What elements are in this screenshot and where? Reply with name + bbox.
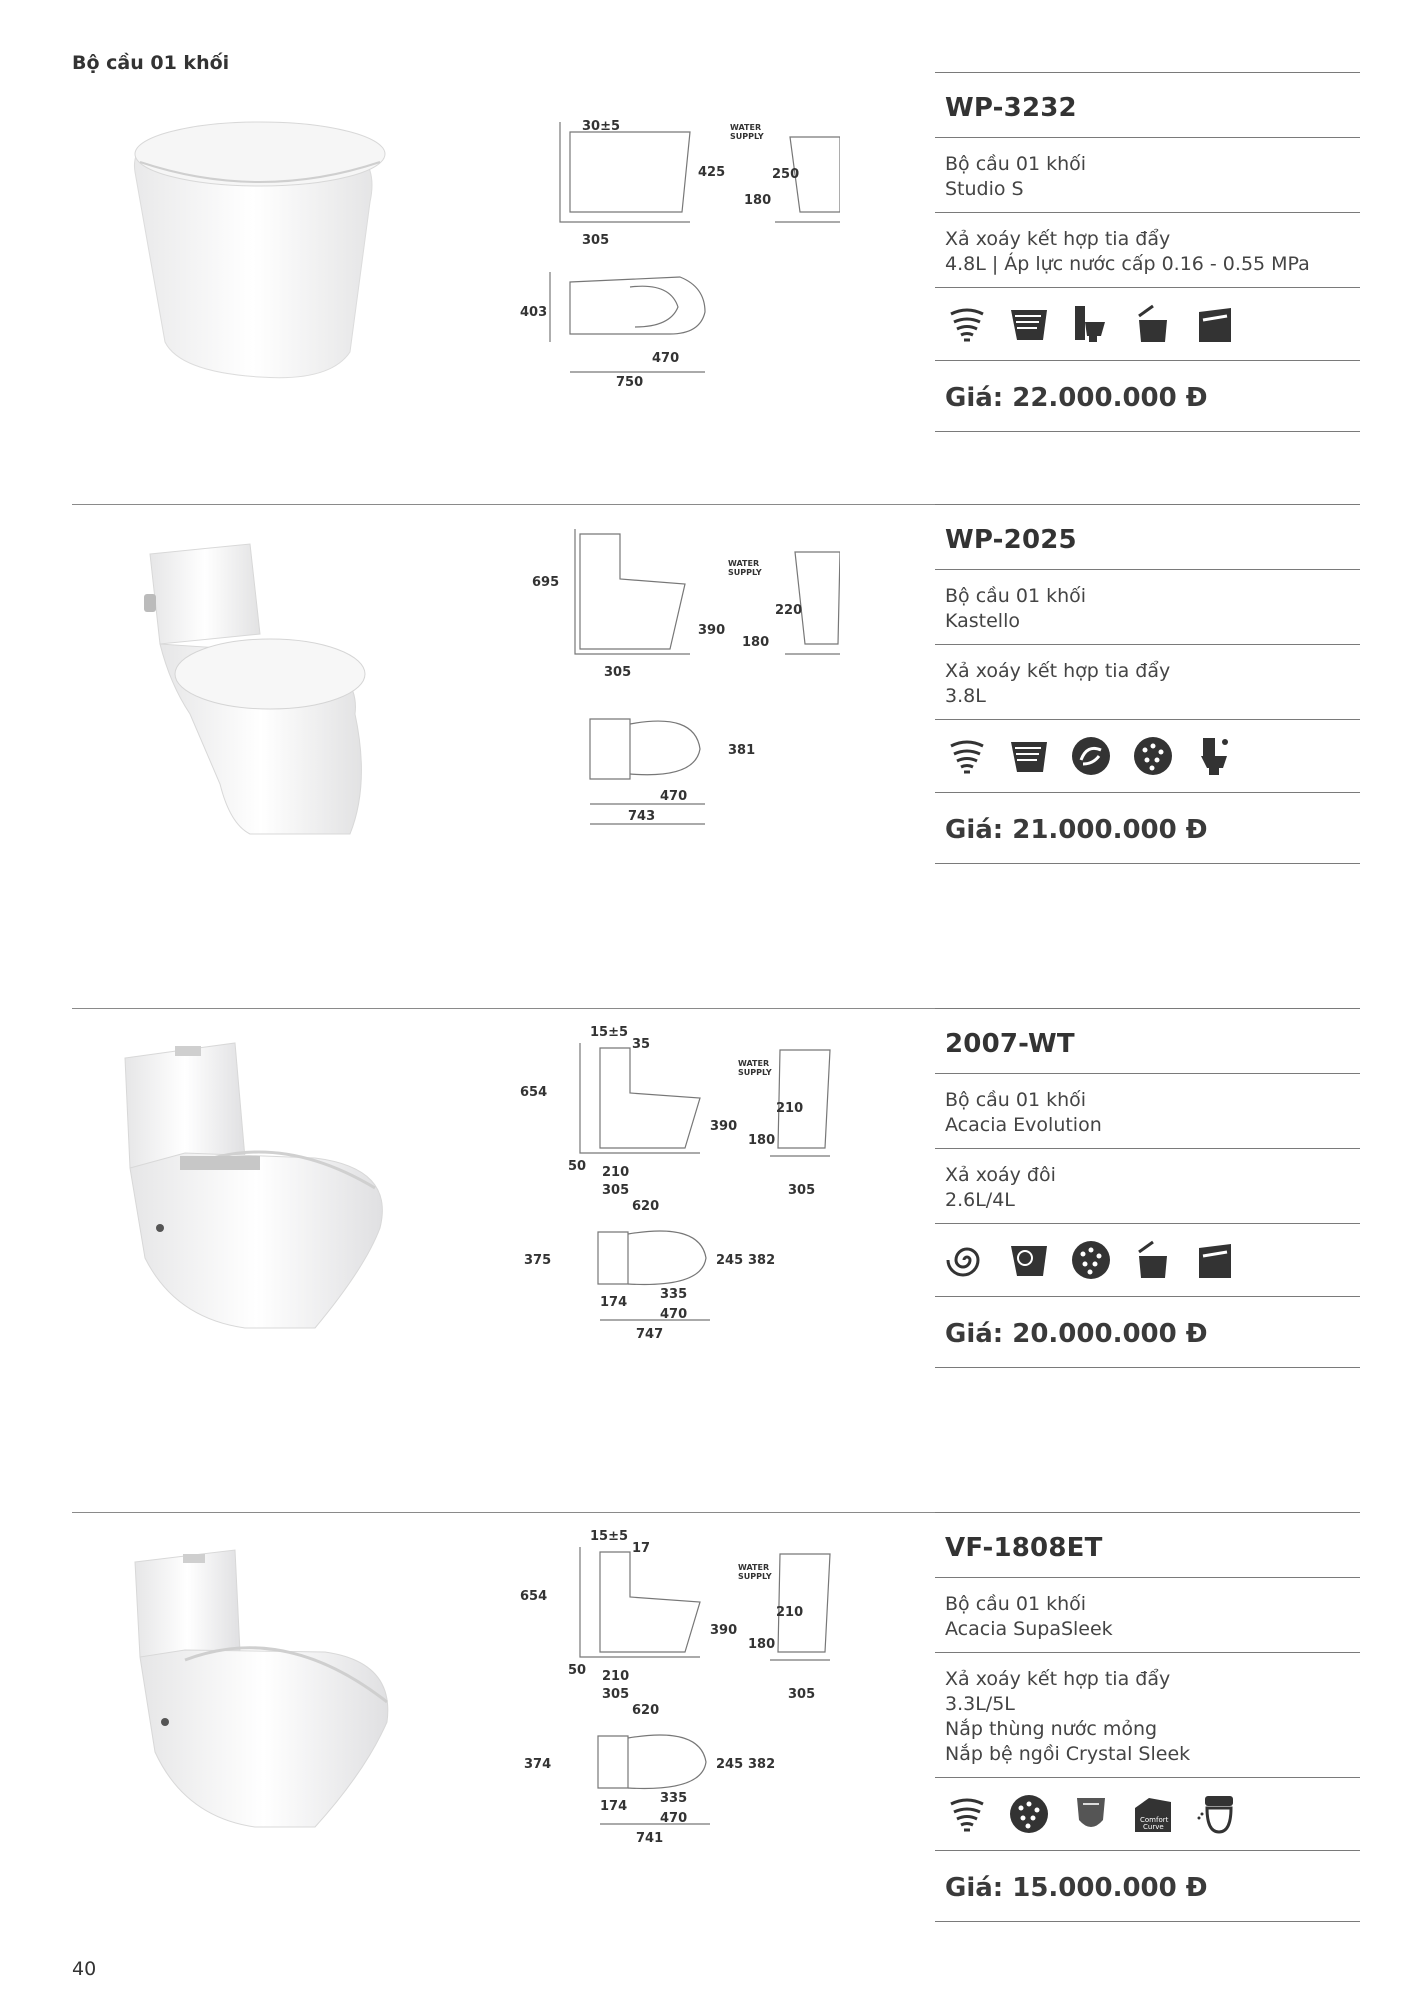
antibacterial-glaze-icon <box>1069 1238 1113 1282</box>
price: Giá: 21.000.000 Đ <box>945 815 1208 845</box>
product-photo <box>125 1532 425 1852</box>
dim-label: 180 <box>748 1637 776 1652</box>
soft-close-lid-icon <box>1131 302 1175 346</box>
product-info <box>935 504 1360 864</box>
page-number: 40 <box>72 1958 97 1980</box>
product-info <box>935 72 1360 432</box>
comfort-label: Comfort <box>1140 1816 1169 1824</box>
product-photo <box>115 1028 415 1348</box>
spec-line: 4.8L | Áp lực nước cấp 0.16 - 0.55 MPa <box>945 253 1310 275</box>
dim-label: 335 <box>660 1791 688 1806</box>
product-card <box>0 72 1428 512</box>
water-supply-label: WATER <box>738 1563 770 1572</box>
price: Giá: 20.000.000 Đ <box>945 1319 1208 1349</box>
swirl-flush-icon <box>945 1792 989 1836</box>
dim-label: 220 <box>775 603 803 618</box>
dim-label: 180 <box>742 635 770 650</box>
dim-label: 305 <box>602 1687 630 1702</box>
antibacterial-glaze-icon <box>1131 734 1175 778</box>
dim-label: 50 <box>568 1159 587 1174</box>
spec-line: 2.6L/4L <box>945 1189 1015 1211</box>
water-supply-label: WATER <box>730 123 762 132</box>
model-name: VF-1808ET <box>945 1533 1103 1563</box>
dim-label: 620 <box>632 1199 660 1214</box>
type-line: Bộ cầu 01 khối <box>945 585 1087 607</box>
dim-label: 390 <box>710 1623 738 1638</box>
water-supply-label: WATER <box>738 1059 770 1068</box>
dim-label: 470 <box>660 1811 688 1826</box>
feature-icons <box>935 288 1360 360</box>
series-line: Studio S <box>945 178 1024 200</box>
spec-line: Xả xoáy kết hợp tia đẩy <box>945 660 1171 682</box>
dim-label: 747 <box>636 1327 664 1342</box>
dim-label: 390 <box>710 1119 738 1134</box>
flush-spec <box>935 645 1360 719</box>
dim-label: 210 <box>776 1605 804 1620</box>
tornado-flush-icon <box>1007 1238 1051 1282</box>
shield-glaze-icon <box>1069 1792 1113 1836</box>
water-supply-label: WATER <box>728 559 760 568</box>
model-name: WP-3232 <box>945 93 1077 123</box>
water-supply-label: SUPPLY <box>730 132 764 141</box>
price: Giá: 22.000.000 Đ <box>945 383 1208 413</box>
dim-label: 654 <box>520 1085 548 1100</box>
dim-label: 470 <box>652 351 680 366</box>
spec-line: Nắp thùng nước mỏng <box>945 1718 1158 1740</box>
dim-label: 743 <box>628 809 656 824</box>
dim-label: 375 <box>524 1253 552 1268</box>
dim-label: 470 <box>660 1307 688 1322</box>
dim-label: 305 <box>602 1183 630 1198</box>
product-info <box>935 1512 1360 1922</box>
feature-icons <box>935 1778 1360 1850</box>
spec-line: Xả xoáy đôi <box>945 1164 1056 1186</box>
dim-label: 741 <box>636 1831 664 1846</box>
product-type <box>935 1074 1360 1148</box>
series-line: Acacia SupaSleek <box>945 1618 1113 1640</box>
dim-label: 50 <box>568 1663 587 1678</box>
technical-drawing <box>520 504 840 844</box>
spec-line: 3.3L/5L <box>945 1693 1015 1715</box>
jet-flush-icon <box>1007 734 1051 778</box>
double-swirl-icon <box>945 1238 989 1282</box>
dim-label: 17 <box>632 1541 651 1556</box>
water-supply-label: SUPPLY <box>738 1068 772 1077</box>
flush-spec <box>935 1149 1360 1223</box>
dim-label: 210 <box>776 1101 804 1116</box>
technical-drawing <box>520 1008 840 1348</box>
dim-label: 374 <box>524 1757 552 1772</box>
flush-spec <box>935 213 1360 287</box>
product-photo <box>110 82 410 402</box>
dim-label: 305 <box>604 665 632 680</box>
toilet-side-icon <box>1193 734 1237 778</box>
dim-label: 305 <box>788 1183 816 1198</box>
spec-line: 3.8L <box>945 685 986 707</box>
dim-label: 305 <box>788 1687 816 1702</box>
product-card <box>0 1512 1428 1952</box>
type-line: Bộ cầu 01 khối <box>945 1593 1087 1615</box>
slim-lid-icon <box>1193 1238 1237 1282</box>
section-title: Bộ cầu 01 khối <box>72 52 230 74</box>
product-type <box>935 1578 1360 1652</box>
swirl-flush-icon <box>945 734 989 778</box>
type-line: Bộ cầu 01 khối <box>945 1089 1087 1111</box>
dim-label: 180 <box>748 1133 776 1148</box>
flush-spec <box>935 1653 1360 1777</box>
dim-label: 15±5 <box>590 1025 629 1040</box>
dim-label: 381 <box>728 743 756 758</box>
jet-flush-icon <box>1007 302 1051 346</box>
curve-label: Curve <box>1143 1823 1164 1831</box>
one-piece-toilet-icon <box>1069 302 1113 346</box>
dim-label: 30±5 <box>582 119 621 134</box>
comfort-curve-icon <box>1131 1792 1175 1836</box>
dim-label: 390 <box>698 623 726 638</box>
dim-label: 174 <box>600 1295 628 1310</box>
type-line: Bộ cầu 01 khối <box>945 153 1087 175</box>
product-type <box>935 138 1360 212</box>
dim-label: 250 <box>772 167 800 182</box>
antibacterial-glaze-icon <box>1007 1792 1051 1836</box>
dim-label: 210 <box>602 1669 630 1684</box>
dim-label: 245 <box>716 1253 744 1268</box>
dim-label: 35 <box>632 1037 651 1052</box>
product-type <box>935 570 1360 644</box>
crystal-sleek-seat-icon <box>1193 1792 1237 1836</box>
dim-label: 620 <box>632 1703 660 1718</box>
product-card <box>0 504 1428 944</box>
series-line: Acacia Evolution <box>945 1114 1102 1136</box>
model-name: WP-2025 <box>945 525 1077 555</box>
dim-label: 210 <box>602 1165 630 1180</box>
dim-label: 305 <box>582 233 610 248</box>
dim-label: 180 <box>744 193 772 208</box>
technical-drawing <box>520 72 840 412</box>
product-card <box>0 1008 1428 1448</box>
series-line: Kastello <box>945 610 1020 632</box>
price: Giá: 15.000.000 Đ <box>945 1873 1208 1903</box>
dim-label: 695 <box>532 575 560 590</box>
dim-label: 335 <box>660 1287 688 1302</box>
dim-label: 245 <box>716 1757 744 1772</box>
easy-clean-icon <box>1069 734 1113 778</box>
dim-label: 174 <box>600 1799 628 1814</box>
soft-close-lid-icon <box>1131 1238 1175 1282</box>
swirl-flush-icon <box>945 302 989 346</box>
dim-label: 750 <box>616 375 644 390</box>
spec-line: Xả xoáy kết hợp tia đẩy <box>945 228 1171 250</box>
spec-line: Xả xoáy kết hợp tia đẩy <box>945 1668 1171 1690</box>
dim-label: 425 <box>698 165 726 180</box>
dim-label: 403 <box>520 305 548 320</box>
slim-lid-icon <box>1193 302 1237 346</box>
dim-label: 654 <box>520 1589 548 1604</box>
dim-label: 382 <box>748 1757 776 1772</box>
feature-icons <box>935 720 1360 792</box>
dim-label: 382 <box>748 1253 776 1268</box>
feature-icons <box>935 1224 1360 1296</box>
technical-drawing <box>520 1512 840 1852</box>
product-photo <box>110 534 410 854</box>
water-supply-label: SUPPLY <box>728 568 762 577</box>
dim-label: 470 <box>660 789 688 804</box>
model-name: 2007-WT <box>945 1029 1075 1059</box>
product-info <box>935 1008 1360 1368</box>
spec-line: Nắp bệ ngồi Crystal Sleek <box>945 1743 1191 1765</box>
water-supply-label: SUPPLY <box>738 1572 772 1581</box>
dim-label: 15±5 <box>590 1529 629 1544</box>
